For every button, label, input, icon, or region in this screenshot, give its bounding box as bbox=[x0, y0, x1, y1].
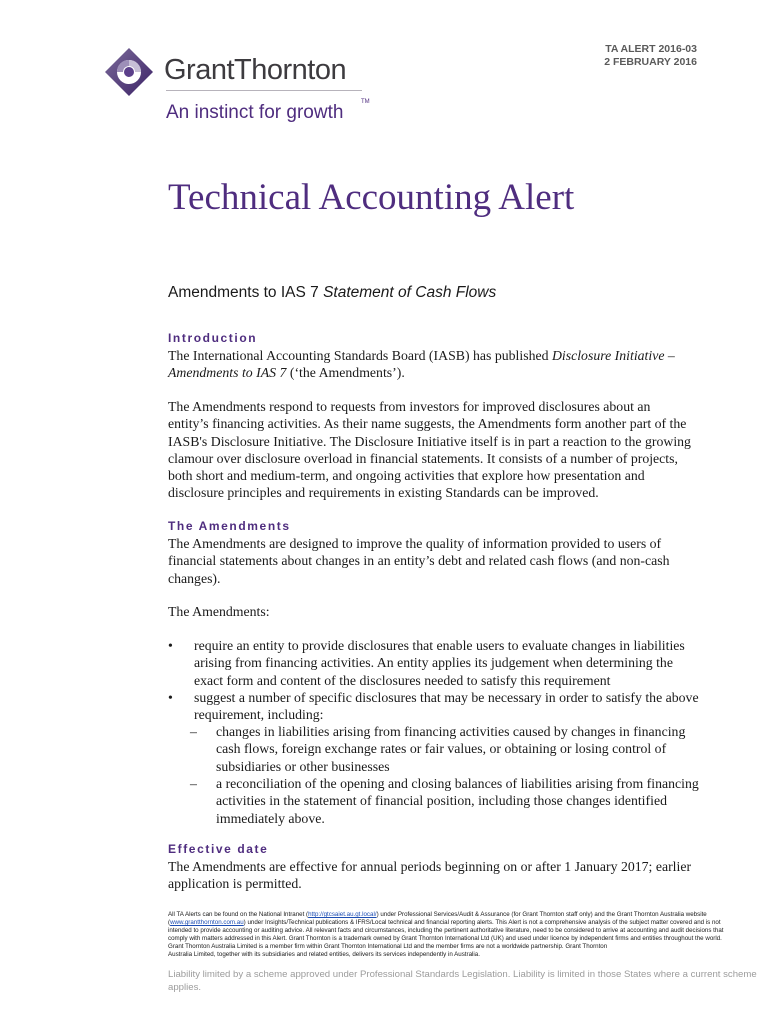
liability-line: applies. bbox=[168, 982, 202, 993]
disclaimer-line: intended to provide accounting or auditing advice. All relevant facts and circumstances, including the pertinent authoritative literature, need to be considered to arrive at accounting and audit decisions that bbox=[168, 927, 724, 935]
liability-notice bbox=[168, 968, 757, 994]
bullet-line: require an entity to provide disclosures that enable users to evaluate changes in liabilities bbox=[194, 638, 685, 653]
subtitle-prefix: Amendments to IAS 7 bbox=[168, 284, 324, 301]
trademark-mark: TM bbox=[361, 99, 370, 105]
disclaimer-text: All TA Alerts can be found on the National Intranet ( bbox=[168, 911, 309, 918]
intranet-link[interactable]: http://gtcsaiet.au.gt.local/ bbox=[308, 911, 377, 918]
page-title: Technical Accounting Alert bbox=[168, 177, 575, 218]
intro-p2-line: entity’s financing activities. As their name suggests, the Amendments form another part of the bbox=[168, 416, 687, 432]
sub-bullet-line: subsidiaries or other businesses bbox=[216, 758, 390, 774]
intro-p1-text: The International Accounting Standards Board (IASB) has published bbox=[168, 348, 552, 363]
bullet-line: arising from financing activities. An entity applies its judgement when determining the bbox=[194, 655, 673, 671]
disclaimer-line: Grant Thornton Australia Limited is a member firm within Grant Thornton International Ltd and the member firms are not a worldwide partnership. Grant Thornton bbox=[168, 943, 608, 951]
sub-bullet-line: cash flows, foreign exchange rates or fair values, or obtaining or losing control of bbox=[216, 741, 667, 757]
sub-bullet-line: changes in liabilities arising from financing activities caused by changes in financing bbox=[216, 724, 686, 739]
subtitle-italic: Statement of Cash Flows bbox=[323, 284, 497, 301]
logo-mark-icon bbox=[104, 47, 154, 97]
disclaimer-line: comply with matters addressed in this Alert. Grant Thornton is a trademark owned by Grant Thornton International Ltd (UK) and used under licence by independent firms and entities throughout the world. bbox=[168, 935, 722, 943]
bullet-marker: • bbox=[168, 638, 173, 653]
page-subtitle bbox=[168, 284, 496, 302]
intro-p2-line: The Amendments respond to requests from investors for improved disclosures about an bbox=[168, 399, 651, 414]
intro-p1-italic: Disclosure Initiative – bbox=[551, 348, 675, 363]
bullet-line: requirement, including: bbox=[194, 707, 324, 723]
footer-disclaimer bbox=[168, 911, 724, 960]
bullet-marker: • bbox=[168, 690, 173, 705]
disclaimer-text: ) under Insights/Technical publications & IFRS/Local technical and financial reporting alerts. This Alert is not a comprehensive analysis of the subject matter covered and is not bbox=[243, 919, 721, 927]
dash-marker: – bbox=[190, 776, 197, 791]
intro-p2-line: disclosure principles and requirements in existing Standards can be improved. bbox=[168, 485, 599, 501]
effective-date-paragraph bbox=[168, 858, 708, 893]
alert-meta bbox=[604, 43, 697, 69]
amend-p1-line: The Amendments are designed to improve the quality of information provided to users of bbox=[168, 536, 662, 551]
brand-tagline: An instinct for growth bbox=[166, 102, 344, 123]
sub-bullet-line: activities in the statement of financial position, including those changes identified bbox=[216, 793, 667, 809]
bullet-line: exact form and content of the disclosures needed to satisfy this requirement bbox=[194, 672, 611, 688]
brand-name: GrantThornton bbox=[164, 54, 347, 86]
amend-p1-line: financial statements about changes in an entity’s debt and related cash flows (and non-cash bbox=[168, 553, 670, 569]
amendments-heading: The Amendments bbox=[168, 519, 291, 533]
sub-bullet-line: a reconciliation of the opening and closing balances of liabilities arising from financing bbox=[216, 776, 699, 791]
introduction-heading: Introduction bbox=[168, 331, 258, 345]
intro-p2-line: clamour over disclosure overload in financial statements. It consists of a number of projects, bbox=[168, 450, 678, 466]
logo-divider bbox=[166, 90, 362, 91]
amendments-paragraph-1 bbox=[168, 535, 708, 587]
sub-bullet-line: immediately above. bbox=[216, 810, 325, 826]
intro-p2-line: IASB's Disclosure Initiative. The Disclosure Initiative itself is in part a reaction to the growing bbox=[168, 433, 691, 449]
amendments-paragraph-2 bbox=[168, 603, 708, 620]
effective-line: application is permitted. bbox=[168, 876, 302, 892]
alert-date: 2 FEBRUARY 2016 bbox=[604, 56, 697, 68]
amend-p1-line: changes). bbox=[168, 570, 221, 586]
effective-date-heading: Effective date bbox=[168, 842, 269, 856]
liability-line: Liability limited by a scheme approved under Professional Standards Legislation. Liability is limited in those States where a current scheme bbox=[168, 969, 757, 980]
amend-p2-line: The Amendments: bbox=[168, 604, 270, 619]
alert-id: TA ALERT 2016-03 bbox=[605, 43, 697, 55]
intro-p2-line: both short and medium-term, and ongoing activities that explore how presentation and bbox=[168, 468, 645, 484]
intro-p1-suffix: (‘the Amendments’). bbox=[286, 365, 405, 381]
disclaimer-text: ) under Professional Services/Audit & Assurance (for Grant Thornton staff only) and the Grant Thornton Australia website bbox=[376, 911, 707, 918]
bullet-line: suggest a number of specific disclosures that may be necessary in order to satisfy the above bbox=[194, 690, 699, 705]
intro-p1-italic-2: Amendments to IAS 7 bbox=[168, 365, 287, 381]
introduction-paragraph-2 bbox=[168, 398, 708, 502]
disclaimer-line: Australia Limited, together with its subsidiaries and related entities, delivers its services independently in Australia. bbox=[168, 951, 480, 959]
dash-marker: – bbox=[190, 724, 197, 739]
effective-line: The Amendments are effective for annual periods beginning on or after 1 January 2017; earlier bbox=[168, 859, 692, 874]
introduction-paragraph-1 bbox=[168, 347, 708, 382]
disclaimer-text: ( bbox=[168, 919, 171, 927]
website-link[interactable]: www.grantthornton.com.au bbox=[170, 919, 244, 927]
